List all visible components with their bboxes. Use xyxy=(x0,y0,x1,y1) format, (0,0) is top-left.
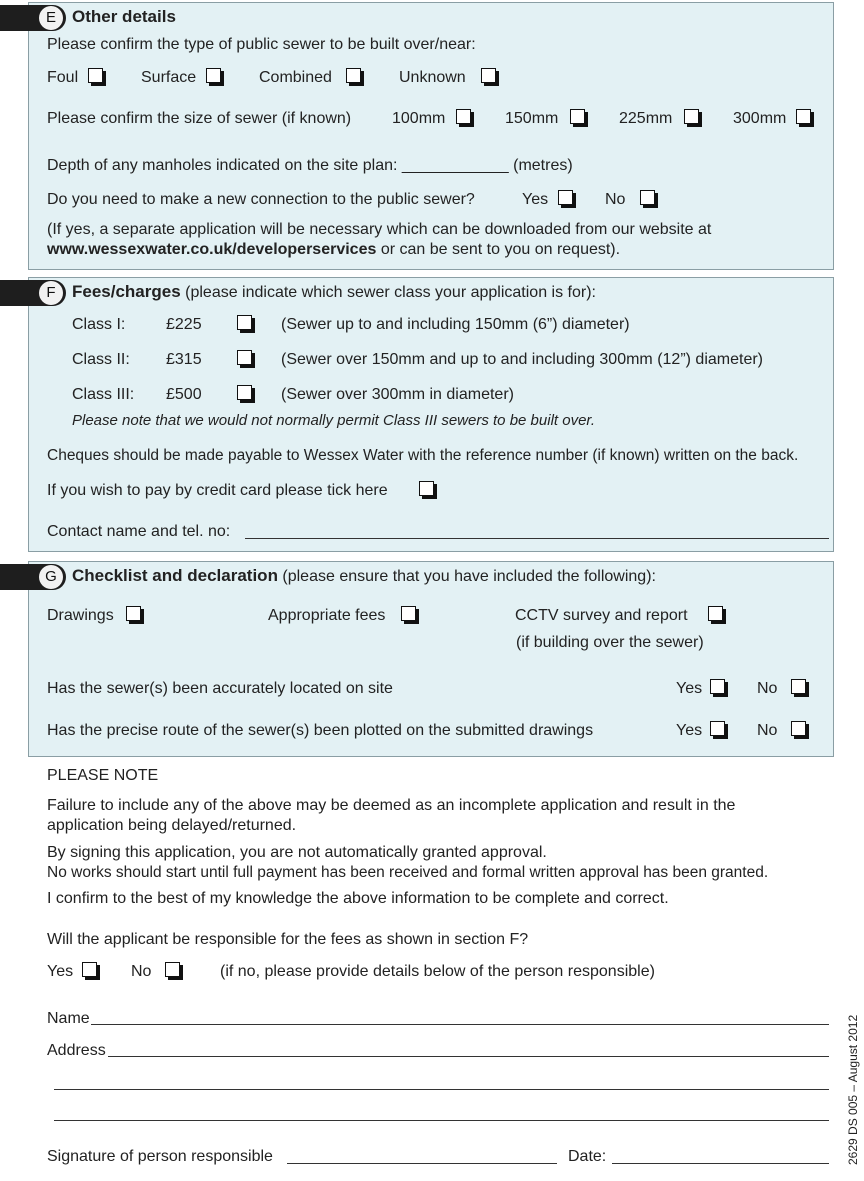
section-g-letter: G xyxy=(39,565,63,589)
note-incomplete-line2: application being delayed/returned. xyxy=(47,817,297,834)
sewer-type-combined-label: Combined xyxy=(259,69,332,86)
fees-label: Appropriate fees xyxy=(268,607,386,624)
route-question: Has the precise route of the sewer(s) been plotted on the submitted drawings xyxy=(47,722,594,739)
credit-card-checkbox[interactable] xyxy=(419,481,434,496)
note-incomplete-line1: Failure to include any of the above may be deemed as an incomplete application and result in the xyxy=(47,797,736,814)
sewer-type-combined-checkbox[interactable] xyxy=(346,68,361,83)
located-yes-label: Yes xyxy=(676,680,703,697)
size-150-label: 150mm xyxy=(505,110,559,127)
connection-note-rest: or can be sent to you on request). xyxy=(376,241,621,258)
responsibility-note: (if no, please provide details below of the person responsible) xyxy=(220,963,655,980)
note-approval-line2: No works should start until full payment has been received and formal written approval has been granted. xyxy=(47,864,769,881)
connection-note-line2 xyxy=(47,240,620,260)
connection-question: Do you need to make a new connection to the public sewer? xyxy=(47,191,475,208)
section-f-subtitle: (please indicate which sewer class your application is for): xyxy=(180,284,596,301)
sewer-type-unknown-label: Unknown xyxy=(399,69,466,86)
section-f-letter: F xyxy=(39,281,63,305)
class-3-label: Class III: xyxy=(72,386,135,403)
class-1-label: Class I: xyxy=(72,316,126,333)
located-yes-checkbox[interactable] xyxy=(710,679,725,694)
section-f-title-line xyxy=(72,282,596,303)
class-2-description: (Sewer over 150mm and up to and including 300mm (12”) diameter) xyxy=(281,351,764,368)
contact-input-line[interactable] xyxy=(245,538,829,539)
size-225-label: 225mm xyxy=(619,110,673,127)
document-reference: 2629 DS 005 – August 2012 xyxy=(846,1014,860,1165)
responsibility-no-checkbox[interactable] xyxy=(165,962,180,977)
name-label: Name xyxy=(47,1010,90,1027)
class-3-note: Please note that we would not normally permit Class III sewers to be built over. xyxy=(72,412,596,429)
address-input-line-2[interactable] xyxy=(54,1089,829,1090)
class-3-fee: £500 xyxy=(166,386,202,403)
size-300-label: 300mm xyxy=(733,110,787,127)
class-2-label: Class II: xyxy=(72,351,130,368)
sewer-type-foul-checkbox[interactable] xyxy=(88,68,103,83)
manhole-depth-field[interactable]: Depth of any manholes indicated on the site plan: ____________ (metres) xyxy=(47,157,573,174)
responsibility-question: Will the applicant be responsible for the fees as shown in section F? xyxy=(47,931,529,948)
route-no-checkbox[interactable] xyxy=(791,721,806,736)
note-approval-line1: By signing this application, you are not automatically granted approval. xyxy=(47,844,547,861)
located-question: Has the sewer(s) been accurately located on site xyxy=(47,680,393,697)
size-225-checkbox[interactable] xyxy=(684,109,699,124)
signature-input-line[interactable] xyxy=(287,1163,557,1164)
located-no-checkbox[interactable] xyxy=(791,679,806,694)
sewer-type-question: Please confirm the type of public sewer to be built over/near: xyxy=(47,36,476,53)
class-2-fee: £315 xyxy=(166,351,202,368)
sewer-type-surface-label: Surface xyxy=(141,69,197,86)
class-3-description: (Sewer over 300mm in diameter) xyxy=(281,386,514,403)
address-input-line-3[interactable] xyxy=(54,1120,829,1121)
class-1-fee: £225 xyxy=(166,316,202,333)
date-label: Date: xyxy=(568,1148,607,1165)
section-g-title: Checklist and declaration xyxy=(72,566,278,585)
sewer-size-question: Please confirm the size of sewer (if known) xyxy=(47,110,352,127)
class-3-checkbox[interactable] xyxy=(237,385,252,400)
connection-note-line1: (If yes, a separate application will be necessary which can be downloaded from our website at xyxy=(47,221,712,238)
class-1-description: (Sewer up to and including 150mm (6”) diameter) xyxy=(281,316,630,333)
size-300-checkbox[interactable] xyxy=(796,109,811,124)
class-2-checkbox[interactable] xyxy=(237,350,252,365)
credit-card-label: If you wish to pay by credit card please tick here xyxy=(47,482,388,499)
located-no-label: No xyxy=(757,680,778,697)
route-yes-label: Yes xyxy=(676,722,703,739)
name-input-line[interactable] xyxy=(91,1024,829,1025)
responsibility-yes-label: Yes xyxy=(47,963,74,980)
website-link[interactable]: www.wessexwater.co.uk/developerservices xyxy=(47,241,377,258)
size-100-label: 100mm xyxy=(392,110,446,127)
section-g-title-line xyxy=(72,566,656,587)
cheques-note: Cheques should be made payable to Wessex Water with the reference number (if known) written on the back. xyxy=(47,447,799,464)
connection-no-label: No xyxy=(605,191,626,208)
class-1-checkbox[interactable] xyxy=(237,315,252,330)
section-g-subtitle: (please ensure that you have included the following): xyxy=(277,568,656,585)
cctv-checkbox[interactable] xyxy=(708,606,723,621)
address-input-line-1[interactable] xyxy=(108,1056,829,1057)
contact-label: Contact name and tel. no: xyxy=(47,523,231,540)
size-150-checkbox[interactable] xyxy=(570,109,585,124)
connection-yes-checkbox[interactable] xyxy=(558,190,573,205)
section-f-title: Fees/charges xyxy=(72,282,181,301)
size-100-checkbox[interactable] xyxy=(456,109,471,124)
connection-no-checkbox[interactable] xyxy=(640,190,655,205)
section-e-letter: E xyxy=(39,6,63,30)
connection-yes-label: Yes xyxy=(522,191,549,208)
note-confirm: I confirm to the best of my knowledge the above information to be complete and correct. xyxy=(47,890,669,907)
section-e-title: Other details xyxy=(72,7,176,26)
address-label: Address xyxy=(47,1042,106,1059)
sewer-type-unknown-checkbox[interactable] xyxy=(481,68,496,83)
route-yes-checkbox[interactable] xyxy=(710,721,725,736)
drawings-label: Drawings xyxy=(47,607,114,624)
responsibility-no-label: No xyxy=(131,963,152,980)
sewer-type-foul-label: Foul xyxy=(47,69,79,86)
responsibility-yes-checkbox[interactable] xyxy=(82,962,97,977)
cctv-label: CCTV survey and report xyxy=(515,607,688,624)
signature-label: Signature of person responsible xyxy=(47,1148,273,1165)
route-no-label: No xyxy=(757,722,778,739)
date-input-line[interactable] xyxy=(612,1163,829,1164)
sewer-type-surface-checkbox[interactable] xyxy=(206,68,221,83)
please-note-heading: PLEASE NOTE xyxy=(47,767,159,784)
fees-checkbox[interactable] xyxy=(401,606,416,621)
drawings-checkbox[interactable] xyxy=(126,606,141,621)
cctv-sublabel: (if building over the sewer) xyxy=(516,634,704,651)
